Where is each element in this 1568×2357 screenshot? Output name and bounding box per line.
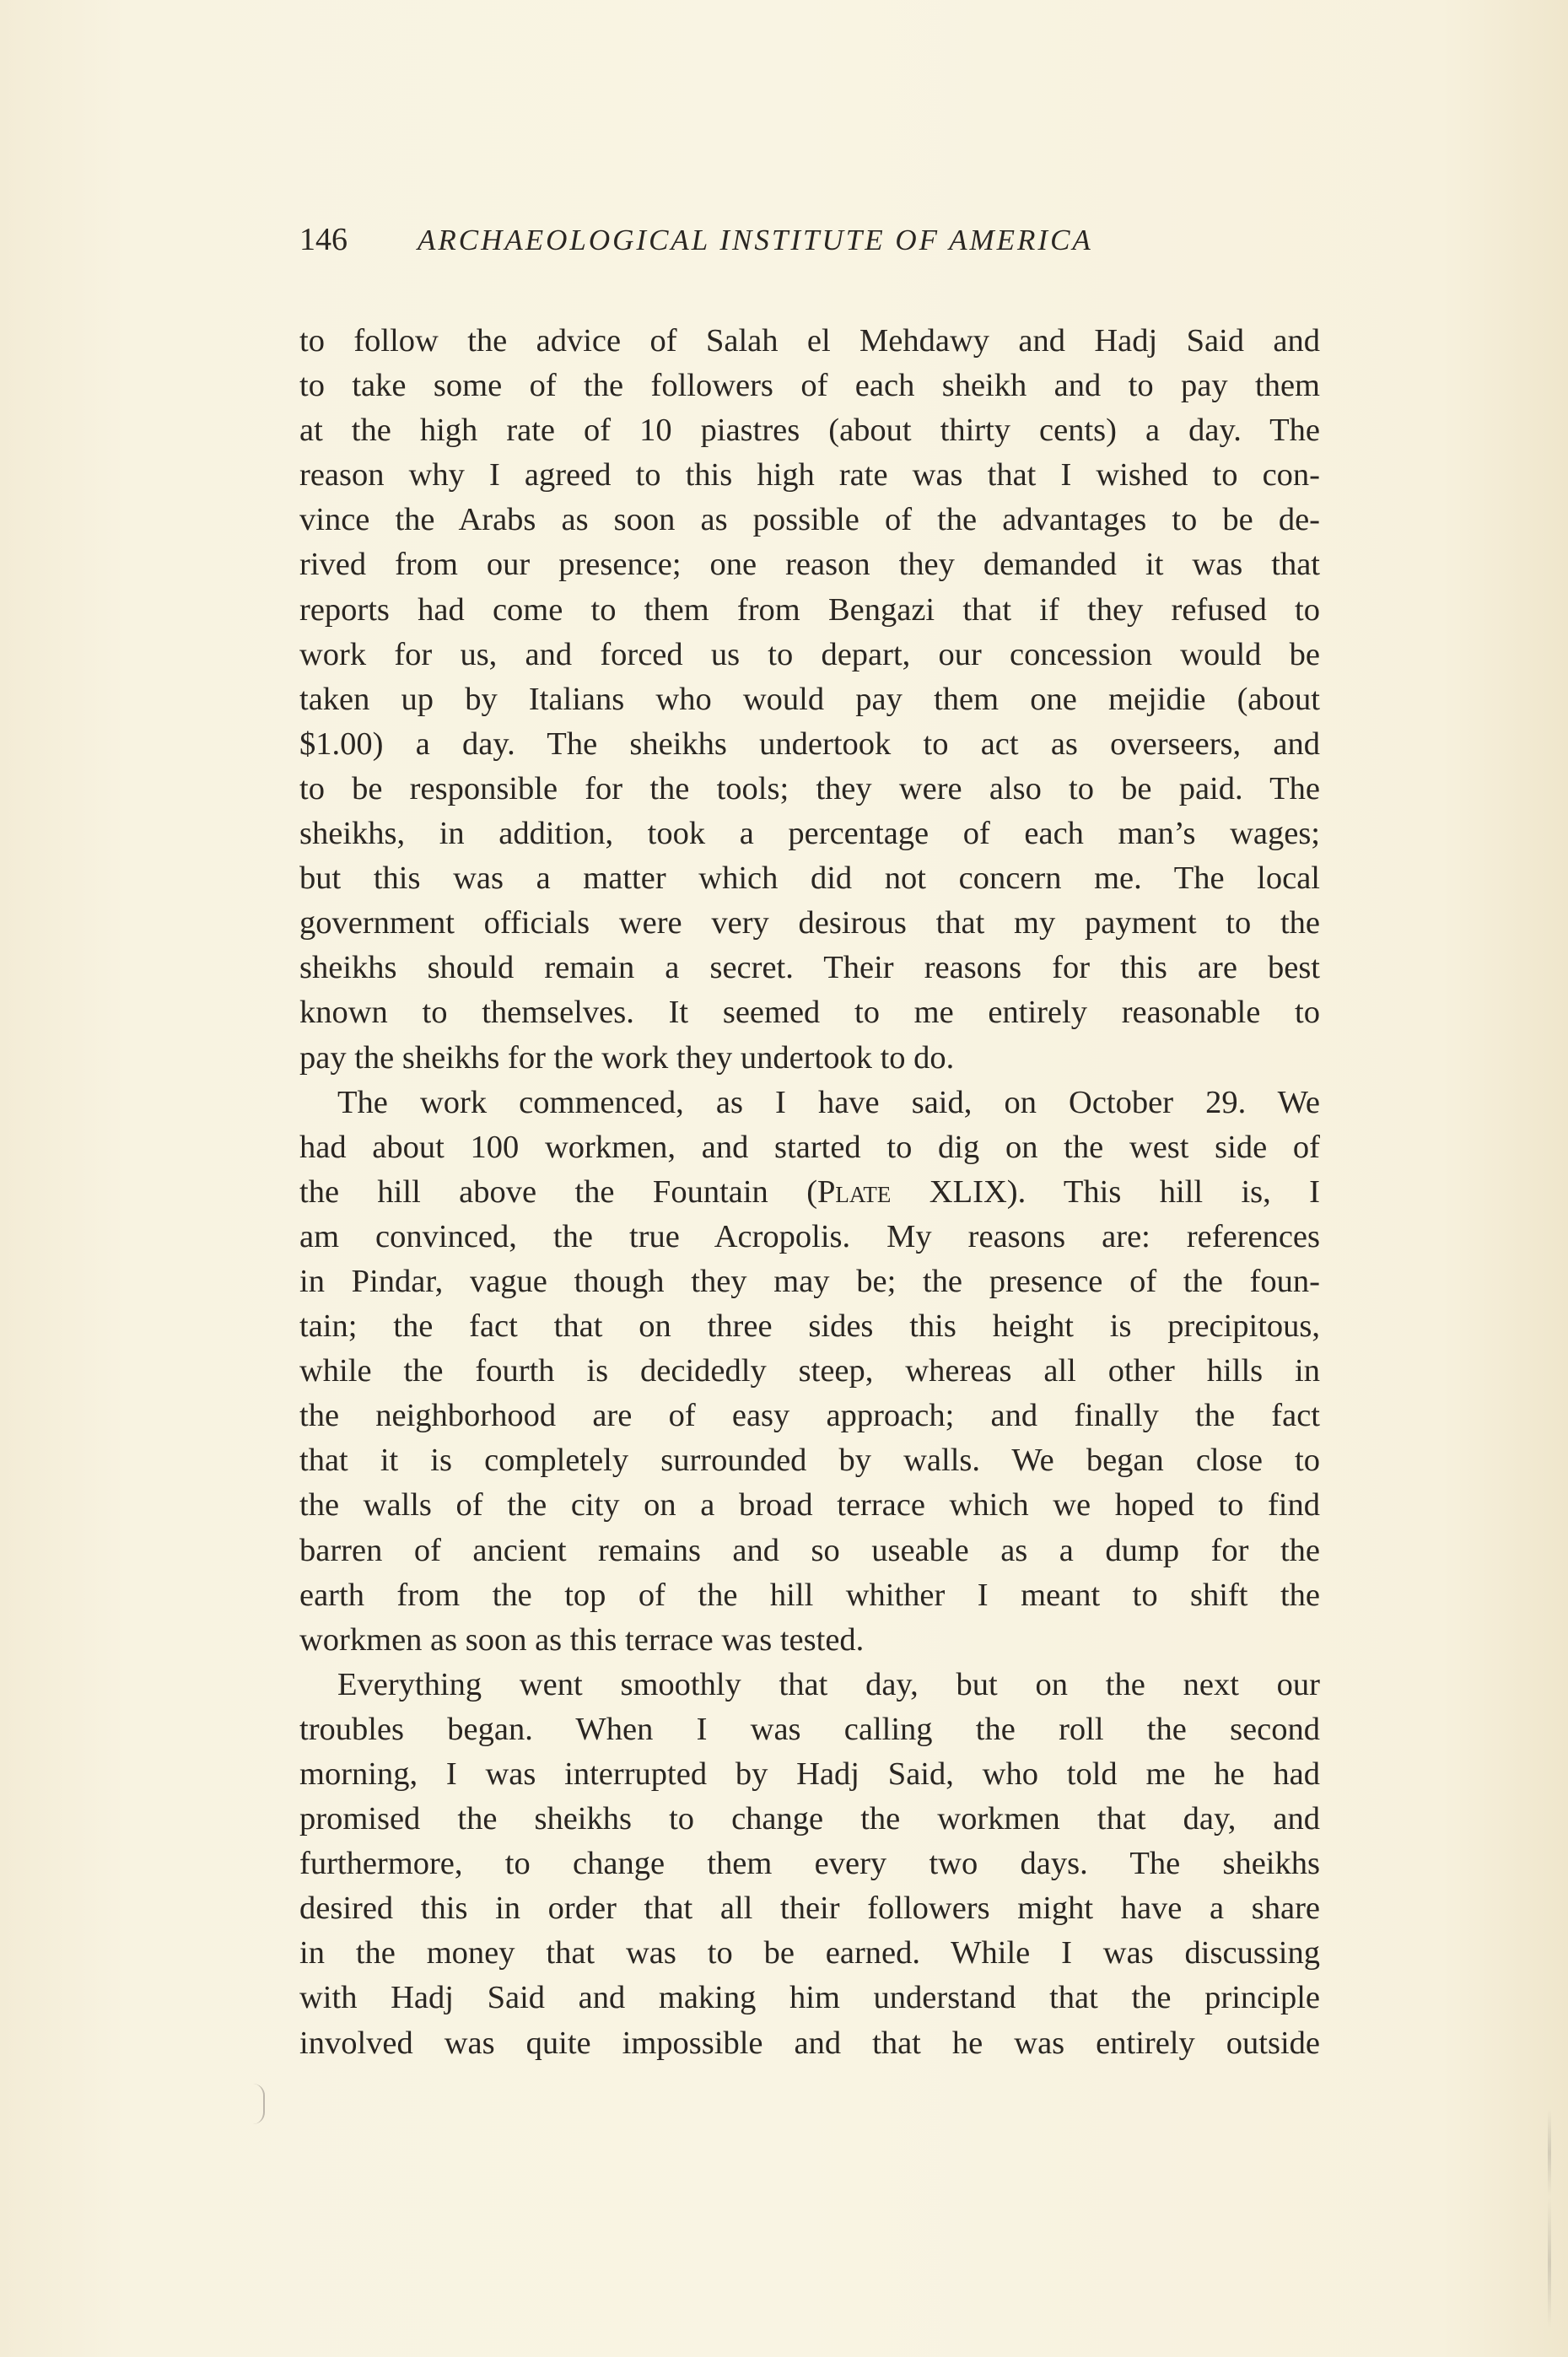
text-line: am convinced, the true Acropolis. My reasons are: references <box>299 1218 1320 1254</box>
plate-reference: Plate XLIX <box>817 1173 1007 1210</box>
text-line: $1.00) a day. The sheikhs undertook to act as overseers, and <box>299 725 1320 762</box>
text-fragment: ). This hill is, I <box>1006 1173 1320 1210</box>
text-line: had about 100 workmen, and started to dig on the west side of <box>299 1129 1320 1165</box>
text-line: with Hadj Said and making him understand that the principle <box>299 1980 1320 2016</box>
text-line: pay the sheikhs for the work they undertook to do. <box>299 1039 955 1076</box>
text-line: barren of ancient remains and so useable as a dump for the <box>299 1532 1320 1568</box>
text-line: desired this in order that all their followers might have a share <box>299 1890 1320 1927</box>
text-line: furthermore, to change them every two days. The sheikhs <box>299 1846 1320 1882</box>
text-line: known to themselves. It seemed to me entirely reasonable to <box>299 995 1320 1031</box>
body-text <box>299 319 1320 2066</box>
running-title: ARCHAEOLOGICAL INSTITUTE OF AMERICA <box>418 224 1093 256</box>
text-line: to follow the advice of Salah el Mehdawy and Hadj Said and <box>299 323 1320 359</box>
text-line: earth from the top of the hill whither I meant to shift the <box>299 1577 1320 1613</box>
text-line: the neighborhood are of easy approach; and finally the fact <box>299 1398 1320 1434</box>
text-line: in the money that was to be earned. While I was discussing <box>299 1935 1320 1971</box>
text-line: promised the sheikhs to change the workmen that day, and <box>299 1801 1320 1837</box>
text-line: work for us, and forced us to depart, our concession would be <box>299 636 1320 672</box>
text-line: while the fourth is decidedly steep, whereas all other hills in <box>299 1353 1320 1389</box>
text-line: the walls of the city on a broad terrace which we hoped to find <box>299 1487 1320 1524</box>
text-line: vince the Arabs as soon as possible of the advantages to be de- <box>299 502 1320 538</box>
text-line: to be responsible for the tools; they were also to be paid. The <box>299 770 1320 806</box>
text-fragment: the hill above the Fountain ( <box>299 1173 818 1210</box>
text-line: troubles began. When I was calling the roll the second <box>299 1711 1320 1747</box>
paragraph-start-line: The work commenced, as I have said, on October 29. We <box>337 1084 1320 1120</box>
text-line: in Pindar, vague though they may be; the presence of the foun- <box>299 1263 1320 1299</box>
text-line: involved was quite impossible and that he was entirely outside <box>299 2025 1320 2061</box>
page-content <box>299 221 1320 2066</box>
text-line: to take some of the followers of each sheikh and to pay them <box>299 368 1320 404</box>
text-line: sheikhs should remain a secret. Their reasons for this are best <box>299 950 1320 986</box>
text-line: government officials were very desirous that my payment to the <box>299 905 1320 941</box>
text-line: reports had come to them from Bengazi that if they refused to <box>299 591 1320 628</box>
text-line: tain; the fact that on three sides this height is precipitous, <box>299 1308 1320 1345</box>
paragraph-start-line: Everything went smoothly that day, but on the next our <box>337 1666 1320 1702</box>
text-line: but this was a matter which did not concern me. The local <box>299 860 1320 897</box>
text-line: that it is completely surrounded by walls. We began close to <box>299 1443 1320 1479</box>
text-line: sheikhs, in addition, took a percentage of each man’s wages; <box>299 816 1320 852</box>
running-head <box>299 221 1320 272</box>
text-line: at the high rate of 10 piastres (about thirty cents) a day. The <box>299 413 1320 449</box>
text-line: morning, I was interrupted by Hadj Said, who told me he had <box>299 1756 1320 1792</box>
page-number: 146 <box>299 222 348 257</box>
page-edge-shadow <box>1548 2109 1551 2328</box>
text-line: rived from our presence; one reason they demanded it was that <box>299 547 1320 583</box>
text-line: workmen as soon as this terrace was tested. <box>299 1621 865 1658</box>
text-line: reason why I agreed to this high rate was that I wished to con- <box>299 457 1320 494</box>
text-line: taken up by Italians who would pay them one mejidie (about <box>299 681 1320 717</box>
text-line <box>299 1170 1320 1215</box>
margin-mark <box>253 2084 265 2124</box>
